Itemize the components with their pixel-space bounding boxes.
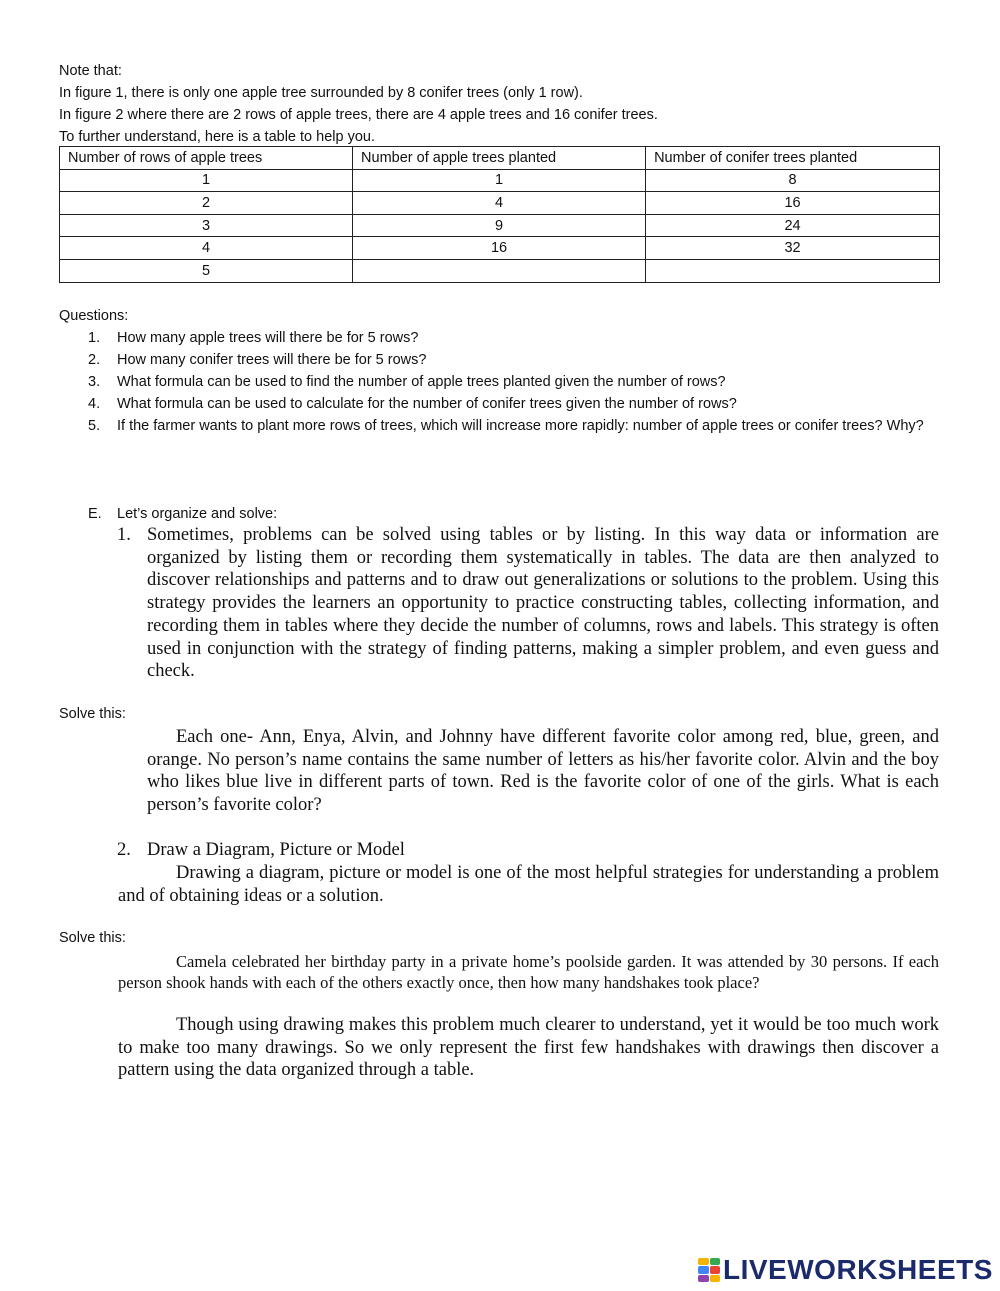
strategy-2-title xyxy=(117,840,405,861)
strategy-title: Draw a Diagram, Picture or Model xyxy=(147,840,405,860)
strategy-2-paragraph: Drawing a diagram, picture or model is one of the most helpful strategies for understanding a problem and of obtaining ideas or a solution. xyxy=(118,863,939,906)
item-number: 1. xyxy=(88,330,101,346)
table-cell: 24 xyxy=(646,214,940,237)
table-cell: 9 xyxy=(353,214,646,237)
table-header-row xyxy=(60,147,940,170)
list-item xyxy=(88,393,968,415)
table-row xyxy=(60,214,940,237)
table-header-cell: Number of apple trees planted xyxy=(353,147,646,170)
section-title: Let’s organize and solve: xyxy=(117,506,278,522)
table-cell: 1 xyxy=(353,169,646,192)
table-row xyxy=(60,259,940,282)
section-e xyxy=(88,503,940,525)
solve-label: Solve this: xyxy=(59,706,126,722)
list-item xyxy=(88,415,968,437)
table-row xyxy=(60,192,940,215)
section-letter: E. xyxy=(88,506,102,522)
trees-table xyxy=(59,146,940,283)
logo-blocks-icon xyxy=(698,1258,720,1282)
item-number: 1. xyxy=(117,525,131,545)
intro-line: In figure 2 where there are 2 rows of apple trees, there are 4 apple trees and 16 conifer trees. xyxy=(59,107,658,123)
logo-text: LIVEWORKSHEETS xyxy=(723,1254,993,1285)
table-cell: 4 xyxy=(60,237,353,260)
answer-cell-conifer[interactable] xyxy=(646,259,940,282)
question-text: How many conifer trees will there be for 5 rows? xyxy=(117,352,427,368)
strategy-1-paragraph xyxy=(117,524,939,683)
question-text: How many apple trees will there be for 5 rows? xyxy=(117,330,419,346)
questions-title: Questions: xyxy=(59,308,129,324)
answer-cell-apple[interactable] xyxy=(353,259,646,282)
list-item xyxy=(88,327,968,349)
item-number: 2. xyxy=(117,840,131,860)
question-text: If the farmer wants to plant more rows of trees, which will increase more rapidly: number of apple trees or conifer trees? Why? xyxy=(117,418,924,434)
question-text: What formula can be used to calculate for the number of conifer trees given the number of rows? xyxy=(117,396,737,412)
table-cell: 1 xyxy=(60,169,353,192)
intro-line: Note that: xyxy=(59,63,122,79)
item-number: 4. xyxy=(88,396,101,412)
section-e-heading xyxy=(88,503,940,525)
question-text: What formula can be used to find the number of apple trees planted given the number of rows? xyxy=(117,374,726,390)
table-cell: 32 xyxy=(646,237,940,260)
questions-section xyxy=(59,305,924,434)
table-cell: 16 xyxy=(353,237,646,260)
table-cell: 8 xyxy=(646,169,940,192)
table-row xyxy=(60,169,940,192)
table-cell: 2 xyxy=(60,192,353,215)
liveworksheets-logo xyxy=(698,1256,993,1284)
table-cell: 16 xyxy=(646,192,940,215)
item-number: 3. xyxy=(88,374,101,390)
questions-list xyxy=(88,327,968,437)
solve-label: Solve this: xyxy=(59,930,126,946)
paragraph-text: Sometimes, problems can be solved using tables or by listing. In this way data or information are organized by listing them or recording them systematically in tables. The data are then analyzed to discover relationships and patterns and to draw out generalizations or solutions to the problem. Using this strategy provides the learners an opportunity to practice constructing tables, collecting information, and recording them in tables where they decide the number of columns, rows and labels. This strategy is often used in conjunction with the strategy of finding patterns, making a simpler problem, and even guess and check. xyxy=(147,525,939,682)
table-row xyxy=(60,237,940,260)
table-cell: 4 xyxy=(353,192,646,215)
table-cell: 5 xyxy=(60,259,353,282)
table-header-cell: Number of conifer trees planted xyxy=(646,147,940,170)
list-item xyxy=(88,371,968,393)
list-item xyxy=(88,349,968,371)
table-header-cell: Number of rows of apple trees xyxy=(60,147,353,170)
handshake-problem: Camela celebrated her birthday party in a private home’s poolside garden. It was attended by 30 persons. If each person shook hands with each of the others exactly once, then how many handshakes took place? xyxy=(118,952,939,992)
item-number: 5. xyxy=(88,418,101,434)
color-puzzle-paragraph: Each one- Ann, Enya, Alvin, and Johnny have different favorite color among red, blue, green, and orange. No person’s name contains the same number of letters as his/her favorite color. Alvin and the boy who likes blue live in different parts of town. Red is the favorite color of one of the girls. What is each person’s favorite color? xyxy=(147,727,939,816)
intro-line: In figure 1, there is only one apple tree surrounded by 8 conifer trees (only 1 row). xyxy=(59,85,583,101)
table-cell: 3 xyxy=(60,214,353,237)
item-number: 2. xyxy=(88,352,101,368)
intro-line: To further understand, here is a table to help you. xyxy=(59,129,375,145)
intro-notes xyxy=(59,60,658,148)
closing-paragraph: Though using drawing makes this problem much clearer to understand, yet it would be too much work to make too many drawings. So we only represent the first few handshakes with drawings then discover a pattern using the data organized through a table. xyxy=(118,1015,939,1081)
